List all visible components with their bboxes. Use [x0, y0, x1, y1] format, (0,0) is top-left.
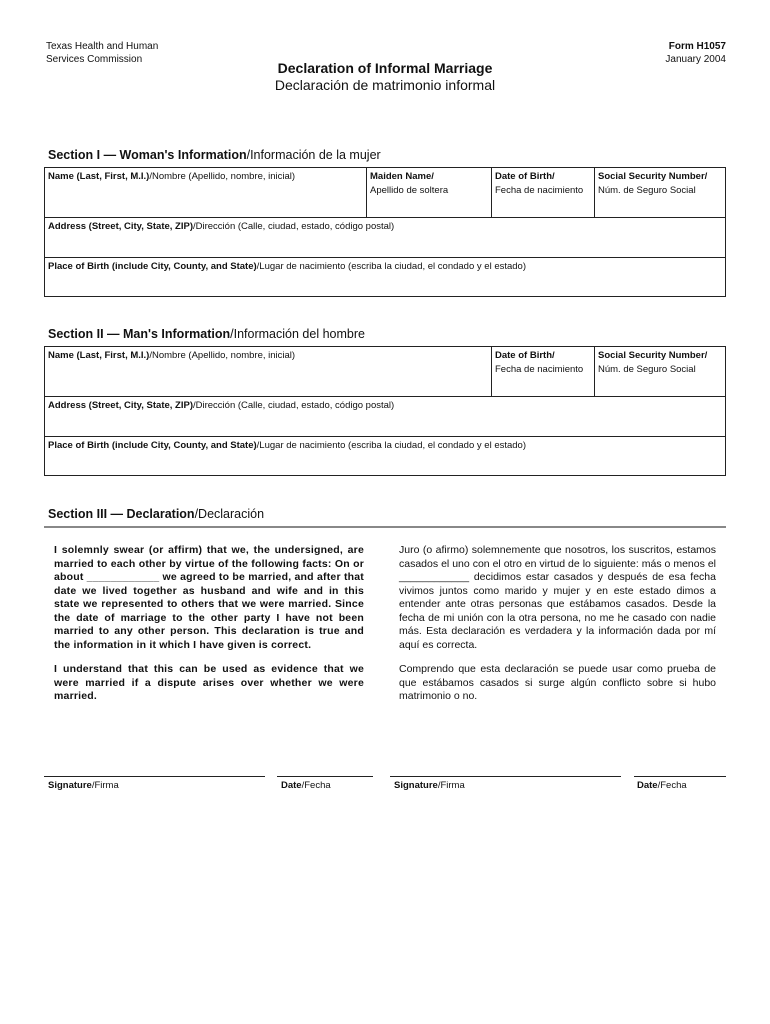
- agency-line-2: Services Commission: [46, 54, 143, 65]
- section-3-heading-es: /Declaración: [194, 507, 265, 521]
- section-3-heading-en: Section III — Declaration: [48, 507, 195, 521]
- section-2-heading-es: /Información del hombre: [230, 327, 365, 341]
- signature-label-en: Signature: [48, 780, 92, 791]
- man-place-of-birth-field[interactable]: [45, 437, 725, 475]
- signature-label-1: [48, 780, 119, 791]
- declaration-es-paragraph-2: Comprendo que esta declaración se puede usar como prueba de que estábamos casados si surge algún conflicto sobre si hubo matrimonio o no.: [399, 663, 716, 702]
- section-2-table: [44, 346, 726, 476]
- section-1-heading-en: Section I — Woman's Information: [48, 148, 247, 162]
- dob-label-en: Date of Birth/: [495, 171, 555, 182]
- man-ssn-field[interactable]: [595, 347, 725, 396]
- dob-label-es: Fecha de nacimiento: [495, 185, 584, 196]
- declaration-spanish: [399, 544, 716, 715]
- woman-maiden-name-field[interactable]: [367, 168, 491, 217]
- man-name-label-es: /Nombre (Apellido, nombre, inicial): [149, 350, 296, 361]
- section-3-rule: [44, 526, 726, 528]
- agency-line-1: Texas Health and Human: [46, 41, 159, 52]
- woman-name-label-es: /Nombre (Apellido, nombre, inicial): [149, 171, 296, 182]
- declaration-english: [54, 544, 364, 715]
- woman-name-label-en: Name (Last, First, M.I.): [48, 171, 150, 182]
- maiden-name-label-en: Maiden Name/: [370, 171, 434, 182]
- date-line-1[interactable]: [277, 776, 373, 777]
- ssn-label-es: Núm. de Seguro Social: [598, 185, 696, 196]
- man-name-label-en: Name (Last, First, M.I.): [48, 350, 150, 361]
- maiden-name-label-es: Apellido de soltera: [370, 185, 449, 196]
- section-1-heading-es: /Información de la mujer: [246, 148, 381, 162]
- signature-label-en: Signature: [394, 780, 438, 791]
- pob-label-es: /Lugar de nacimiento (escriba la ciudad, el condado y el estado): [256, 440, 527, 451]
- title-english: Declaration of Informal Marriage: [277, 60, 493, 76]
- signature-label-2: [394, 780, 465, 791]
- form-title: [0, 60, 770, 94]
- date-label-es: /Fecha: [657, 780, 687, 791]
- ssn-label-en: Social Security Number/: [598, 171, 708, 182]
- signature-line-1[interactable]: [44, 776, 265, 777]
- ssn-label-es: Núm. de Seguro Social: [598, 364, 696, 375]
- pob-label-en: Place of Birth (include City, County, and State): [48, 440, 257, 451]
- address-label-es: /Dirección (Calle, ciudad, estado, código postal): [193, 221, 395, 232]
- signature-label-es: /Firma: [91, 780, 119, 791]
- date-label-en: Date: [281, 780, 302, 791]
- declaration-en-paragraph-1: I solemnly swear (or affirm) that we, the undersigned, are married to each other by virtue of the following facts: On or about ____________ we agreed to be married, and after that date we lived together as husband and wife and in this state we represented to others that we were married. Since the date of marriage to the other party I have not been married to any other person. This declaration is true and the information in it which I have given is correct.: [54, 544, 364, 651]
- declaration-en-paragraph-2: I understand that this can be used as evidence that we were married if a dispute arises over whether we were married.: [54, 663, 364, 702]
- man-address-field[interactable]: [45, 397, 725, 436]
- pob-label-en: Place of Birth (include City, County, and State): [48, 261, 257, 272]
- date-line-2[interactable]: [634, 776, 726, 777]
- declaration-es-paragraph-1: Juro (o afirmo) solemnemente que nosotros, los suscritos, estamos casados el uno con el otro en virtud de lo siguiente: más o menos el ____________ decidimos estar casados y después de esa fecha vivimos juntos como marido y mujer y en este estado dimos a entender ante otras personas que estábamos casados. Desde la fecha de mi unión con la otra persona, no me he casado con nadie más. Esta declaración es verdadera y la información dada por mí aquí es correcta.: [399, 544, 716, 651]
- section-2-heading-en: Section II — Man's Information: [48, 327, 231, 341]
- date-label-2: [637, 780, 687, 791]
- woman-name-field[interactable]: [45, 168, 366, 217]
- man-dob-field[interactable]: [492, 347, 594, 396]
- section-1-table: [44, 167, 726, 297]
- title-spanish: Declaración de matrimonio informal: [274, 77, 496, 93]
- woman-dob-field[interactable]: [492, 168, 594, 217]
- address-label-en: Address (Street, City, State, ZIP): [48, 221, 193, 232]
- address-label-es: /Dirección (Calle, ciudad, estado, código postal): [193, 400, 395, 411]
- ssn-label-en: Social Security Number/: [598, 350, 708, 361]
- date-label-1: [281, 780, 331, 791]
- form-number: Form H1057: [668, 41, 726, 52]
- section-1-heading: [48, 148, 381, 162]
- address-label-en: Address (Street, City, State, ZIP): [48, 400, 193, 411]
- section-3-heading: [48, 507, 264, 521]
- section-2-heading: [48, 327, 365, 341]
- woman-ssn-field[interactable]: [595, 168, 725, 217]
- pob-label-es: /Lugar de nacimiento (escriba la ciudad, el condado y el estado): [256, 261, 527, 272]
- dob-label-es: Fecha de nacimiento: [495, 364, 584, 375]
- dob-label-en: Date of Birth/: [495, 350, 555, 361]
- form-date: January 2004: [665, 54, 726, 65]
- man-name-field[interactable]: [45, 347, 491, 396]
- date-label-es: /Fecha: [301, 780, 331, 791]
- date-label-en: Date: [637, 780, 658, 791]
- signature-label-es: /Firma: [437, 780, 465, 791]
- woman-place-of-birth-field[interactable]: [45, 258, 725, 296]
- woman-address-field[interactable]: [45, 218, 725, 257]
- signature-line-2[interactable]: [390, 776, 621, 777]
